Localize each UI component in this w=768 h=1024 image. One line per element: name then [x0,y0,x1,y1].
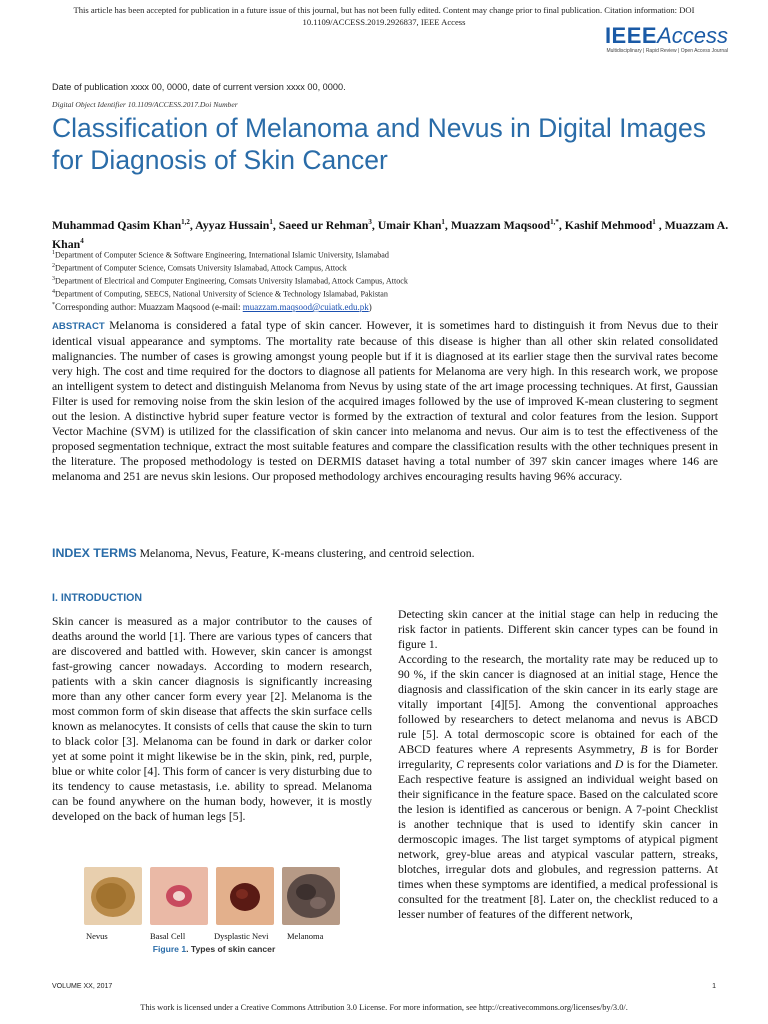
affiliation-line [52,261,732,274]
figure-1-labels [84,931,344,943]
corresponding-email-link[interactable]: muazzam.maqsood@cuiatk.edu.pk [242,301,369,312]
figure-label-basal-cell: Basal Cell [150,931,186,941]
footer-page-number: 1 [712,983,716,990]
author-name: Kashif Mehmood [564,217,653,232]
author-name: Umair Khan [377,217,442,232]
intro-paragraph: Skin cancer is measured as a major contributor to the causes of deaths around the world [1]. There are various types of cancers that are discovered and battled with. However, skin cancer is amongst fast-growing cancer nowadays. According to modern research, patients with a skin cancer diagnosis is significantly increasing more than any other cancer form every year [2]. Melanoma is the most common form of skin disease that affects the skin surface cells known as melanocytes. It consists of cells that cause the skin to turn to black color [3]. Melanoma can be found in dark or darker color yet at some point it might likewise be in the skin, pink, red, purple, blue or white color [4]. This form of cancer is very disturbing due to its tendency to cause metastasis, i.e. ability to spread. Melanoma can be found anywhere on the human body, however, it is mostly developed on the back of human legs [5]. [52,615,372,823]
author-affil-sup: 1 [441,218,445,226]
author-affil-sup: 4 [80,236,84,245]
figure-1-caption [84,944,344,954]
basal-cell-image [150,867,208,925]
footer-license: This work is licensed under a Creative Commons Attribution 3.0 License. For more information, see http://creativecommons.org/licenses/by/3.0/. [140,1003,628,1012]
text-segment: According to the research, the mortality rate may be reduced up to 90 %, if the skin cancer is diagnosed at an initial stage, Hence the diagnosis and classification of the skin cancer in its early stage are vitally important [4][5]. Among the conventional approaches followed by researchers to detect melanoma and nevus is ABCD rule [5]. A total dermoscopic score is obtained for each of the ABCD features where [398,653,718,756]
author-name: Muazzam A. Khan [52,217,729,251]
figure-label-nevus: Nevus [86,931,108,941]
corresponding-name: Muazzam Maqsood [138,301,210,312]
affiliation-sup: 4 [52,288,55,295]
affiliation-sup: 1 [52,250,55,256]
right-paragraph-1: Detecting skin cancer at the initial stage can help in reducing the risk factor in patients. Different skin cancer types can be found in figure 1. [398,608,718,651]
figure-label-dysplastic-nevi: Dysplastic Nevi [214,931,269,941]
email-label: (e-mail: [209,301,243,312]
text-segment: is for the Diameter. Each respective feature is assigned an individual weight based on their significance in the feature space. Based on the calculated score the lesion is identified as cancerous or benign. A 7-point Checklist is another technique that is used to identify skin cancer in dermoscopic images. The list target symptoms of atypical pigment network, grey-blue areas and atypical vascular pattern, streaks, blotches, irregular dots and globules, and regression patterns. At times when these symptoms are identified, a medical professional is consulted for the treatment [8]. Later on, the checklist reduced to a lesser number of features of the different network, [398,758,718,921]
text-segment: represents Asymmetry, [519,743,641,756]
email-close: ) [368,301,372,312]
corresponding-sup: * [52,301,55,308]
affiliation-text: Department of Computer Science, Comsats University Islamabad, Attock Campus, Attock [55,263,347,273]
affiliation-line [52,248,732,261]
corresponding-author [52,300,732,313]
right-column [398,607,718,922]
affiliation-sup: 3 [52,275,55,282]
author-affil-sup: 3 [368,218,372,226]
author-affil-sup: 1 [652,218,656,226]
logo-word-ieee: IEEE [604,23,658,48]
abstract-label: ABSTRACT [52,321,105,332]
author-name: Saeed ur Rehman [278,217,369,232]
affiliations [52,248,732,313]
top-notice-line-1: This article has been accepted for publication in a future issue of this journal, but has not been fully edited. Content may change prior to final publication. Citation information: DOI [73,5,695,15]
paper-title: Classification of Melanoma and Nevus in Digital Images for Diagnosis of Skin Cancer [52,113,706,175]
top-notice-line-2: 10.1109/ACCESS.2019.2926837, IEEE Access [302,17,466,27]
ieee-access-logo [605,24,728,54]
figure-caption-text: . Types of skin cancer [186,944,276,954]
melanoma-image [282,867,340,925]
variable-a: A [512,743,520,756]
figure-1-images [84,867,344,927]
affiliation-text: Department of Computing, SEECS, National University of Science & Technology Islamabad, Pakistan [55,289,388,299]
figure-label-melanoma: Melanoma [287,931,324,941]
abstract [52,318,718,484]
author-affil-sup: 1,* [550,218,559,226]
text-segment: represents color variations and [463,758,615,771]
footer-volume: VOLUME XX, 2017 [52,983,113,990]
logo-tagline: Multidisciplinary | Rapid Review | Open Access Journal [606,48,728,54]
corresponding-label: Corresponding author: [55,301,139,312]
author-affil-sup: 1,2 [181,218,190,226]
variable-d: D [614,758,624,771]
figure-caption-label: Figure 1 [152,944,187,954]
nevus-image [84,867,142,925]
variable-c: C [456,758,464,771]
logo-word-access: Access [657,23,728,48]
affiliation-text: Department of Electrical and Computer Engineering, Comsats University Islamabad, Attock Campus, Attock [55,276,408,286]
author-affil-sup: 1 [269,218,273,226]
affiliation-line [52,274,732,287]
affiliation-line [52,287,732,300]
index-terms [52,546,718,561]
doi-line: Digital Object Identifier 10.1109/ACCESS.2017.Doi Number [52,100,238,109]
index-terms-text: Melanoma, Nevus, Feature, K-means clustering, and centroid selection. [136,547,475,560]
author-name: Ayyaz Hussain [195,217,270,232]
publication-date: Date of publication xxxx 00, 0000, date of current version xxxx 00, 0000. [52,82,346,92]
author-name: Muhammad Qasim Khan [52,217,182,232]
affiliation-sup: 2 [52,262,55,269]
author-name: Muazzam Maqsood [450,217,551,232]
section-heading-introduction: I. INTRODUCTION [52,592,143,604]
right-paragraph-2 [398,652,718,922]
dysplastic-nevi-image [216,867,274,925]
text-segment: is for Border irregularity, [398,743,718,771]
affiliation-text: Department of Computer Science & Software Engineering, International Islamic University, Islamabad [55,250,389,260]
abstract-text: Melanoma is considered a fatal type of skin cancer. However, it is sometimes hard to distinguish it from Nevus due to their identical visual appearance and symptoms. The mortality rate because of this disease is higher than all other skin related consolidated malignancies. The number of cases is growing amongst young people but if it is diagnosed at its earlier stage then the survival rates become very high. The cost and time required for the doctors to diagnose all patients for Melanoma are very high. In this research work, we propose an intelligent system to detect and distinguish Melanoma from Nevus by using state of the art image processing techniques. At first, Gaussian Filter is used for removing noise from the skin lesion of the acquired images followed by the use of improved K-mean clustering to segment out the lesion. A distinctive hybrid super feature vector is formed by the extraction of textural and color features from the lesion. Support Vector Machine (SVM) is utilized for the classification of skin cancer into melanoma and nevus. Our aim is to test the effectiveness of the proposed segmentation technique, extract the most suitable features and compare the classification results with the other techniques present in the literature. The proposed methodology is tested on DERMIS dataset having a total number of 397 skin cancer images where 146 are melanoma and 251 are nevus skin lesions. Our proposed methodology archives encouraging results having 96% accuracy. [52,319,718,483]
left-column [52,614,372,824]
variable-b: B [640,743,648,756]
index-terms-label: INDEX TERMS [52,546,137,560]
author-list: Muhammad Qasim Khan$^{1,2}$, Ayyaz Hussain$^1$, Saeed ur Rehman$^3$, Umair Khan$^1$, Muazzam Maqsood$^{1,*}$, Kashif Mehmood$^1$ , Muazzam A. Khan$^4$ [52,217,729,251]
